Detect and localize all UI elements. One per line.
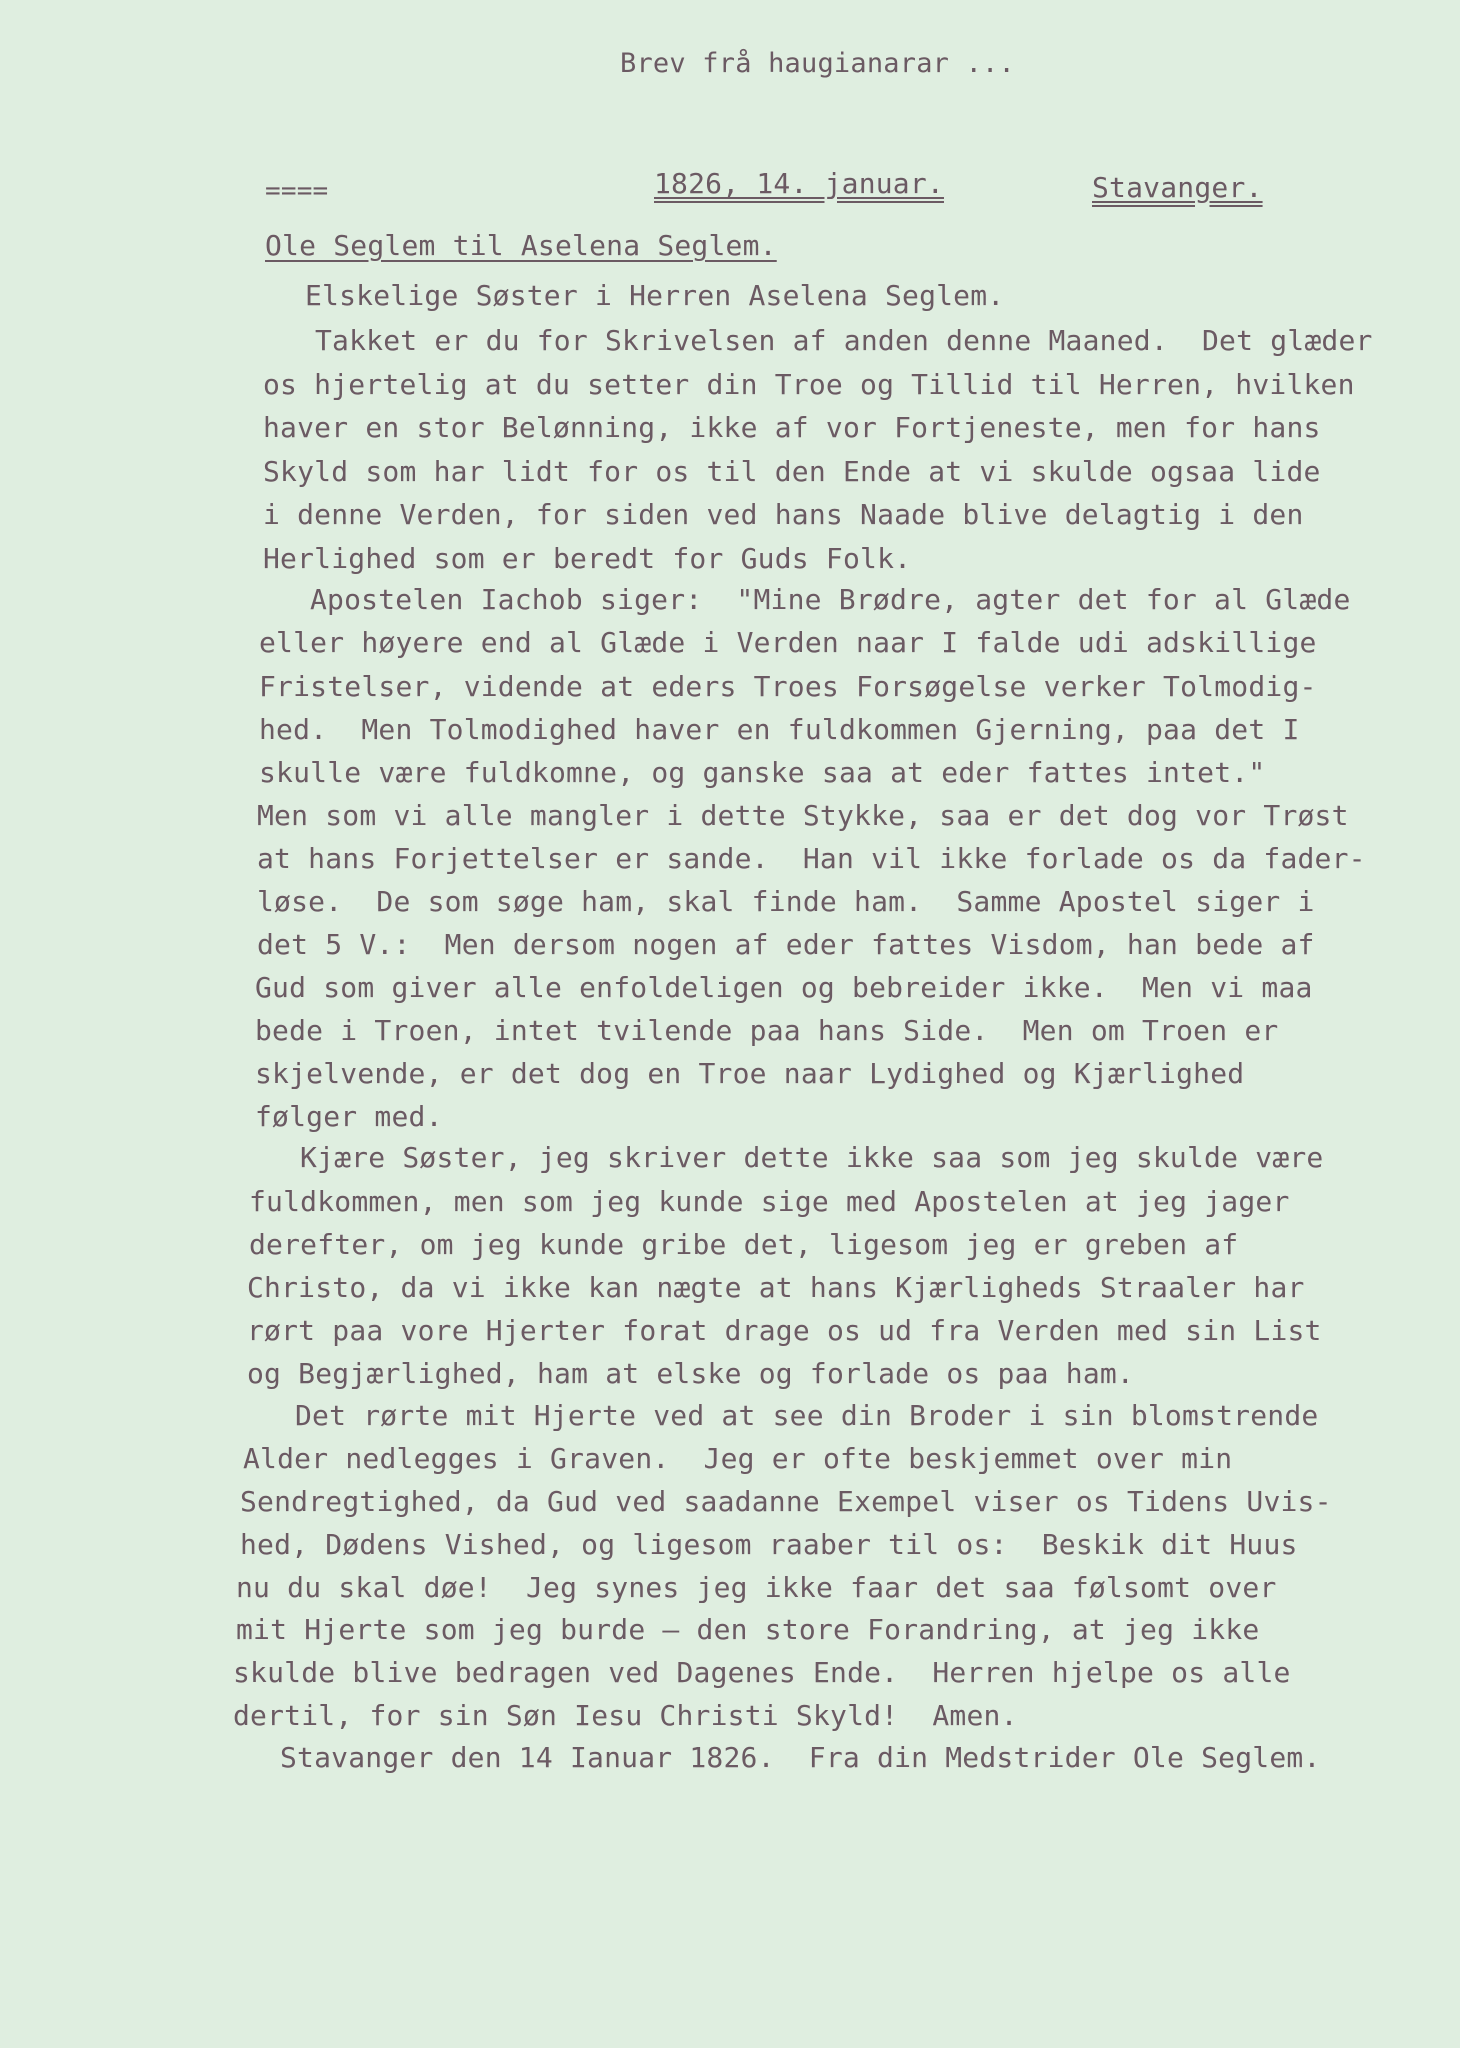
letter-line: Det rørte mit Hjerte ved at see din Broder i sin blomstrende [295,1399,1319,1432]
letter-heading: Ole Seglem til Aselena Seglem. [265,229,777,262]
letter-line: Sendregtighed, da Gud ved saadanne Exempel viser os Tidens Uvis- [240,1485,1332,1518]
letter-line: skulde blive bedragen ved Dagenes Ende. Herren hjelpe os alle [233,1656,1291,1689]
separator-mark: ==== [265,176,329,206]
letter-line: Stavanger den 14 Ianuar 1826. Fra din Medstrider Ole Seglem. [280,1741,1321,1774]
letter-line: Skyld som har lidt for os til den Ende at vi skulde ogsaa lide [263,455,1321,488]
letter-line: skulle være fuldkomne, og ganske saa at eder fattes intet." [259,756,1266,789]
letter-line: hed. Men Tolmodighed haver en fuldkommen Gjerning, paa det I [259,713,1300,746]
letter-line: Gud som giver alle enfoldeligen og bebreider ikke. Men vi maa [255,971,1313,1004]
letter-line: mit Hjerte som jeg burde — den store Forandring, at jeg ikke [236,1613,1260,1646]
letter-line: Men som vi alle mangler i dette Stykke, saa er det dog vor Trøst [257,799,1349,832]
letter-line: følger med. [255,1100,443,1133]
letter-line: Fristelser, vidende at eders Troes Forsøgelse verker Tolmodig- [259,670,1317,703]
letter-line: nu du skal døe! Jeg synes jeg ikke faar det saa følsomt over [236,1571,1277,1604]
letter-line: det 5 V.: Men dersom nogen af eder fattes Visdom, han bede af [257,928,1315,961]
letter-line: løse. De som søge ham, skal finde ham. Samme Apostel siger i [257,885,1315,918]
letter-line: og Begjærlighed, ham at elske og forlade os paa ham. [247,1357,1134,1390]
letter-line: Elskelige Søster i Herren Aselena Seglem. [305,279,1005,312]
letter-line: Takket er du for Skrivelsen af anden denne Maaned. Det glæder [315,324,1373,357]
letter-line: rørt paa vore Hjerter forat drage os ud fra Verden med sin List [247,1314,1322,1347]
letter-line: Christo, da vi ikke kan nægte at hans Kjærligheds Straaler har [247,1271,1305,1304]
letter-line: Herlighed som er beredt for Guds Folk. [263,542,912,575]
letter-date: 1826, 14. januar. [654,167,944,200]
letter-line: derefter, om jeg kunde gribe det, ligesom jeg er greben af [249,1228,1239,1261]
collection-title: Brev frå haugianarar ... [620,48,1015,79]
letter-line: at hans Forjettelser er sande. Han vil ikke forlade os da fader- [257,842,1366,875]
letter-line: os hjertelig at du setter din Troe og Tillid til Herren, hvilken [263,368,1355,401]
letter-line: i denne Verden, for siden ved hans Naade blive delagtig i den [263,498,1304,531]
letter-line: eller høyere end al Glæde i Verden naar I falde udi adskillige [259,626,1317,659]
letter-line: hed, Dødens Vished, og ligesom raaber til os: Beskik dit Huus [240,1528,1298,1561]
letter-line: Alder nedlegges i Graven. Jeg er ofte beskjemmet over min [243,1442,1233,1475]
letter-line: skjelvende, er det dog en Troe naar Lydighed og Kjærlighed [255,1057,1245,1090]
letter-line: Kjære Søster, jeg skriver dette ikke saa som jeg skulde være [300,1141,1324,1174]
letter-line: fuldkommen, men som jeg kunde sige med Apostelen at jeg jager [249,1185,1290,1218]
letter-place: Stavanger. [1092,171,1263,204]
letter-line: Apostelen Iachob siger: "Mine Brødre, agter det for al Glæde [310,583,1351,616]
letter-line: bede i Troen, intet tvilende paa hans Side. Men om Troen er [255,1014,1279,1047]
letter-line: dertil, for sin Søn Iesu Christi Skyld! Amen. [233,1699,1018,1732]
letter-line: haver en stor Belønning, ikke af vor Fortjeneste, men for hans [263,411,1321,444]
